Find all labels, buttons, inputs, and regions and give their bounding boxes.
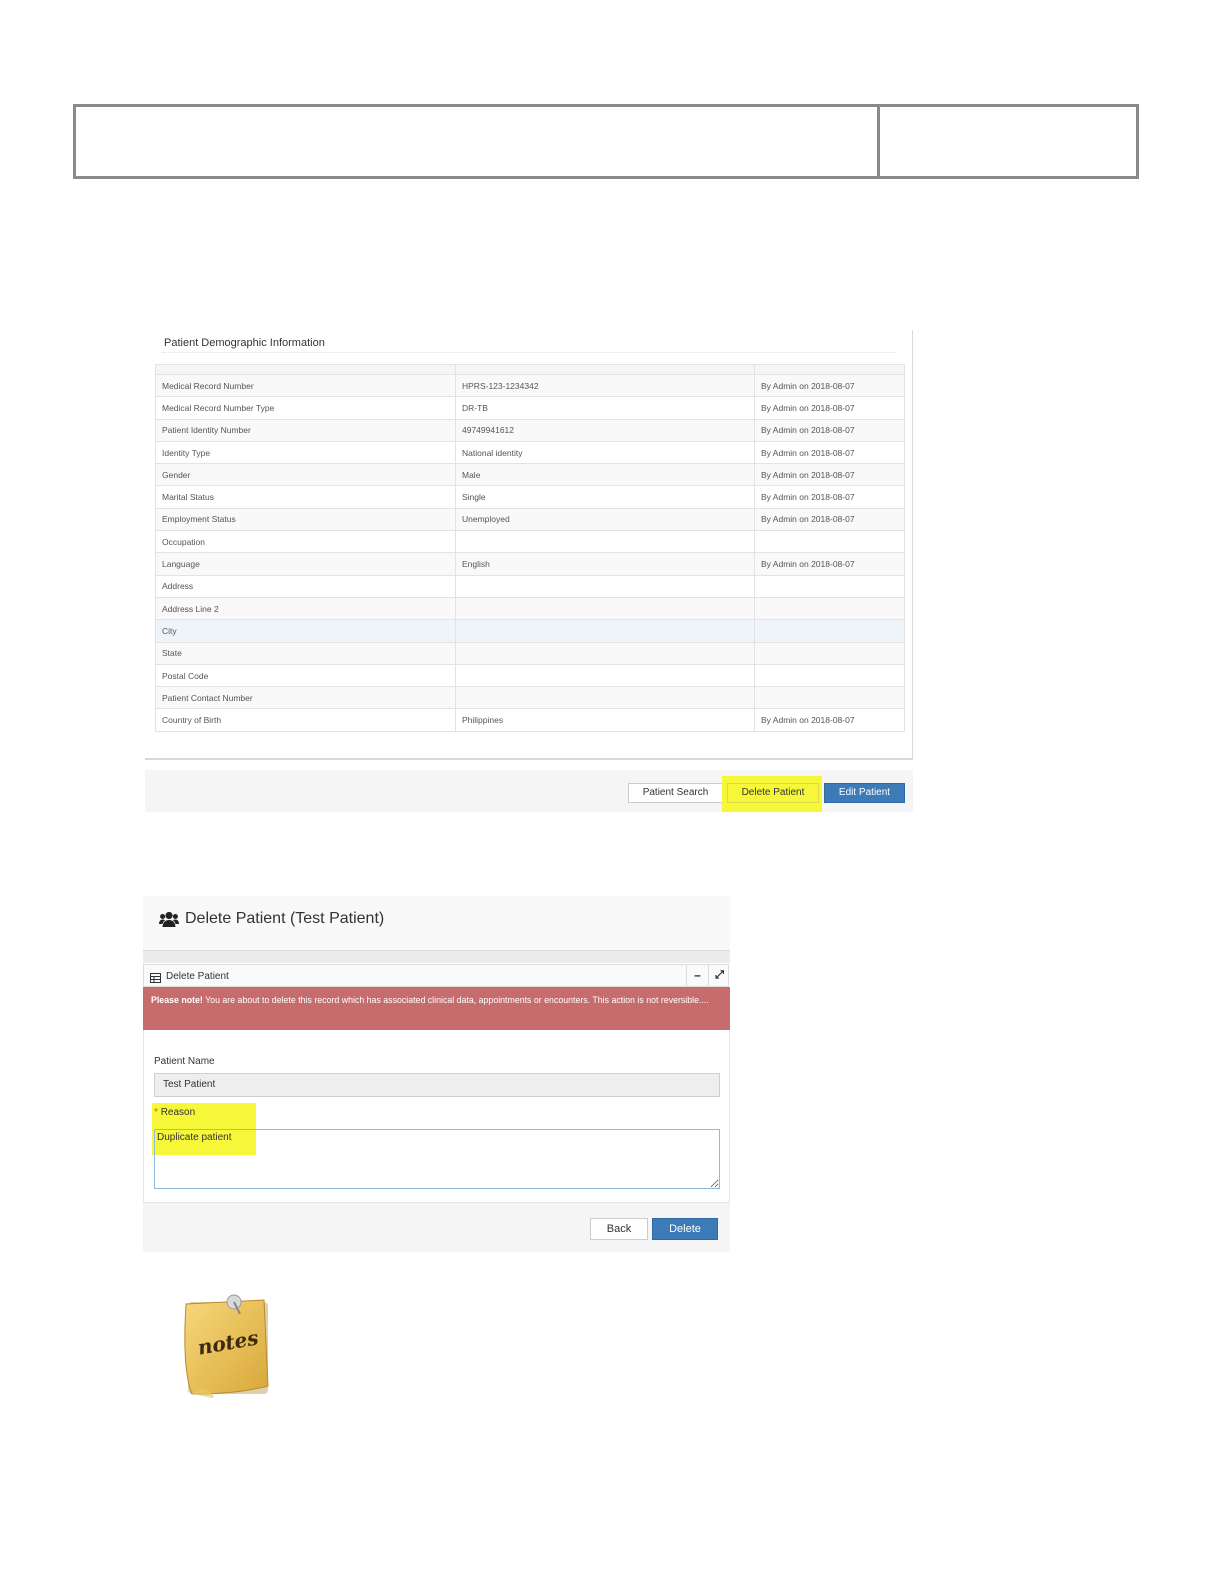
table-row <box>156 664 905 686</box>
row-label: Language <box>156 553 456 575</box>
row-value <box>456 597 755 619</box>
row-audit <box>755 664 905 686</box>
table-row <box>156 642 905 664</box>
delete-form <box>143 1030 730 1202</box>
table-row <box>156 531 905 553</box>
row-value: Male <box>456 464 755 486</box>
row-label: Marital Status <box>156 486 456 508</box>
patient-name-field[interactable]: Test Patient <box>154 1073 720 1097</box>
row-value <box>456 620 755 642</box>
svg-text:notes: notes <box>195 1325 261 1360</box>
table-row <box>156 575 905 597</box>
table-row <box>156 553 905 575</box>
table-row <box>156 508 905 530</box>
required-mark: * <box>154 1107 158 1118</box>
row-value: Philippines <box>456 709 755 731</box>
collapse-icon[interactable]: – <box>686 965 708 986</box>
table-row <box>156 397 905 419</box>
delete-button[interactable]: Delete <box>652 1218 718 1240</box>
row-label: Patient Identity Number <box>156 419 456 441</box>
row-value <box>456 531 755 553</box>
row-label: State <box>156 642 456 664</box>
row-audit <box>755 597 905 619</box>
row-value: English <box>456 553 755 575</box>
row-audit <box>755 642 905 664</box>
row-audit <box>755 620 905 642</box>
widget-header <box>143 964 729 987</box>
patient-name-label: Patient Name <box>154 1056 215 1067</box>
header-table <box>73 104 1139 179</box>
demographics-footer <box>145 770 913 812</box>
row-label: Gender <box>156 464 456 486</box>
row-label: City <box>156 620 456 642</box>
table-icon <box>150 970 161 988</box>
row-value <box>456 687 755 709</box>
row-audit: By Admin on 2018-08-07 <box>755 441 905 463</box>
table-header-row <box>156 365 905 375</box>
alert-bold-text: Please note! <box>151 995 203 1005</box>
row-value: National identity <box>456 441 755 463</box>
row-label: Address Line 2 <box>156 597 456 619</box>
row-audit: By Admin on 2018-08-07 <box>755 397 905 419</box>
title-divider <box>162 352 895 353</box>
row-label: Medical Record Number Type <box>156 397 456 419</box>
table-row <box>156 620 905 642</box>
row-label: Employment Status <box>156 508 456 530</box>
table-row <box>156 687 905 709</box>
patient-search-button[interactable]: Patient Search <box>628 783 723 803</box>
table-row <box>156 419 905 441</box>
demographics-table <box>155 364 905 732</box>
table-row <box>156 375 905 397</box>
row-audit <box>755 687 905 709</box>
row-label: Medical Record Number <box>156 375 456 397</box>
alert-text: You are about to delete this record which has associated clinical data, appointments or encounters. This action is not reversible.... <box>202 995 709 1005</box>
row-label: Identity Type <box>156 441 456 463</box>
row-label: Occupation <box>156 531 456 553</box>
row-audit: By Admin on 2018-08-07 <box>755 419 905 441</box>
fullscreen-icon[interactable]: ⤢ <box>708 965 730 986</box>
widget-title: Delete Patient <box>166 971 229 982</box>
row-label: Patient Contact Number <box>156 687 456 709</box>
row-audit: By Admin on 2018-08-07 <box>755 486 905 508</box>
row-audit: By Admin on 2018-08-07 <box>755 375 905 397</box>
row-value: 49749941612 <box>456 419 755 441</box>
table-row <box>156 486 905 508</box>
header-table-cell-right <box>880 107 1136 176</box>
table-row <box>156 464 905 486</box>
notes-icon <box>178 1290 274 1400</box>
row-audit: By Admin on 2018-08-07 <box>755 464 905 486</box>
row-value <box>456 642 755 664</box>
demographics-title: Patient Demographic Information <box>164 337 325 349</box>
reason-textarea[interactable] <box>154 1129 720 1189</box>
header-divider <box>143 951 730 963</box>
row-audit: By Admin on 2018-08-07 <box>755 709 905 731</box>
table-row <box>156 709 905 731</box>
row-label: Postal Code <box>156 664 456 686</box>
reason-label-text: Reason <box>160 1107 196 1118</box>
row-audit: By Admin on 2018-08-07 <box>755 508 905 530</box>
form-footer <box>143 1202 730 1252</box>
row-audit <box>755 575 905 597</box>
page-header <box>143 896 730 951</box>
row-value <box>456 664 755 686</box>
users-icon <box>159 911 179 933</box>
demographics-panel <box>145 330 913 760</box>
page-title: Delete Patient (Test Patient) <box>185 910 385 927</box>
header-table-cell-left <box>76 107 880 176</box>
delete-patient-button[interactable]: Delete Patient <box>727 783 819 803</box>
row-value: Single <box>456 486 755 508</box>
row-audit <box>755 531 905 553</box>
table-row <box>156 441 905 463</box>
warning-alert <box>143 987 730 1030</box>
edit-patient-button[interactable]: Edit Patient <box>824 783 905 803</box>
row-label: Address <box>156 575 456 597</box>
reason-label <box>154 1107 195 1118</box>
demographics-screenshot <box>145 330 922 820</box>
row-label: Country of Birth <box>156 709 456 731</box>
back-button[interactable]: Back <box>590 1218 648 1240</box>
row-audit: By Admin on 2018-08-07 <box>755 553 905 575</box>
delete-patient-screenshot <box>143 896 730 1252</box>
table-row <box>156 597 905 619</box>
row-value: HPRS-123-1234342 <box>456 375 755 397</box>
row-value <box>456 575 755 597</box>
row-value: DR-TB <box>456 397 755 419</box>
row-value: Unemployed <box>456 508 755 530</box>
